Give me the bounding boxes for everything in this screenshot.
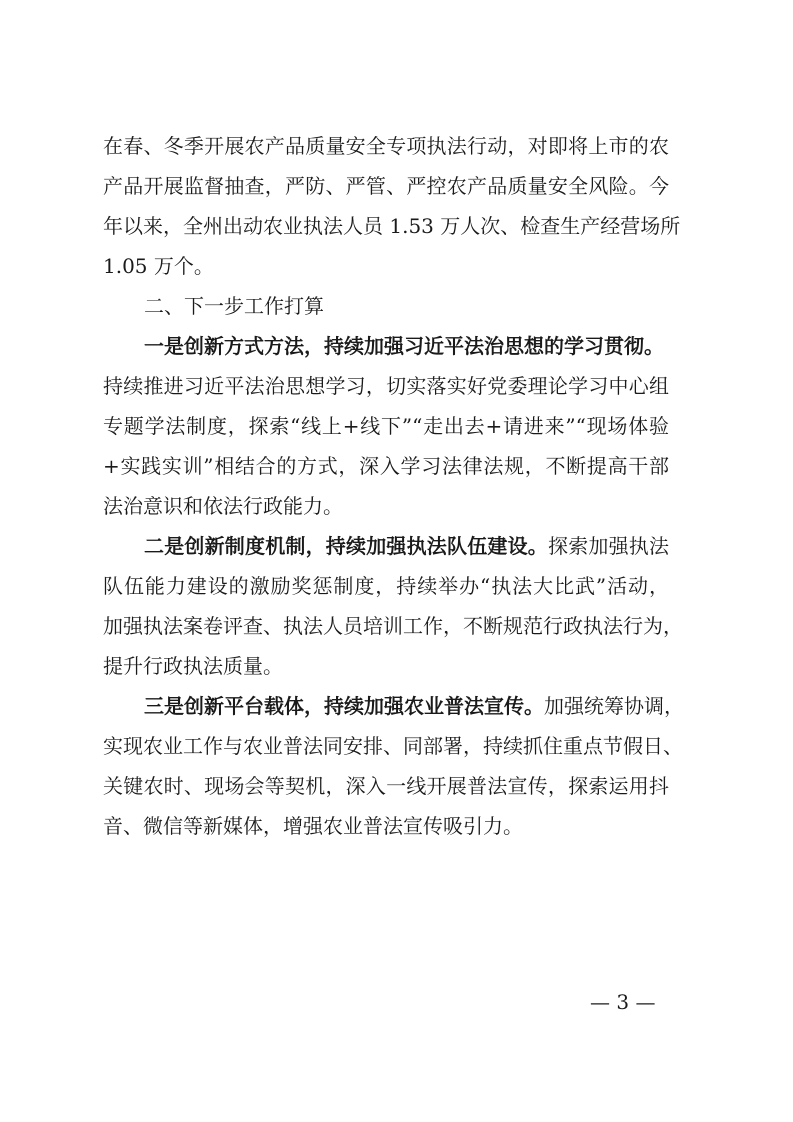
paragraph-1-line-4: 1.05 万个。 bbox=[103, 254, 214, 278]
paragraph-1-line-2: 产品开展监督抽查，严防、严管、严控农产品质量安全风险。今 bbox=[103, 174, 669, 198]
page-number: — 3 — bbox=[590, 990, 656, 1014]
paragraph-2-line-3: +实践实训”相结合的方式，深入学习法律法规，不断提高干部 bbox=[103, 454, 669, 478]
paragraph-1-line-1: 在春、冬季开展农产品质量安全专项执法行动，对即将上市的农 bbox=[103, 134, 669, 158]
paragraph-1-line-3: 年以来，全州出动农业执法人员 1.53 万人次、检查生产经营场所 bbox=[103, 214, 681, 238]
section-heading: 二、下一步工作打算 bbox=[144, 294, 324, 318]
paragraph-4-lead: 三是创新平台载体，持续加强农业普法宣传。 bbox=[144, 694, 544, 718]
paragraph-2-line-4: 法治意识和依法行政能力。 bbox=[103, 494, 343, 518]
paragraph-2-line-2: 专题学法制度，探索“线上+线下”“走出去+请进来”“现场体验 bbox=[103, 414, 669, 438]
document-body bbox=[103, 126, 684, 846]
paragraph-4-first-line bbox=[103, 686, 684, 726]
paragraph-2-lead: 一是创新方式方法，持续加强习近平法治思想的学习贯彻。 bbox=[144, 334, 664, 358]
paragraph-3-line-3: 提升行政执法质量。 bbox=[103, 654, 283, 678]
paragraph-4-lead-tail: 加强统筹协调， bbox=[544, 694, 684, 718]
paragraph-4-line-1: 实现农业工作与农业普法同安排、同部署，持续抓住重点节假日、 bbox=[103, 734, 683, 758]
paragraph-3-line-2: 加强执法案卷评查、执法人员培训工作，不断规范行政执法行为， bbox=[103, 614, 683, 638]
paragraph-3-first-line bbox=[103, 526, 669, 566]
paragraph-3-lead: 二是创新制度机制，持续加强执法队伍建设。 bbox=[144, 534, 548, 558]
paragraph-4-line-3: 音、微信等新媒体，增强农业普法宣传吸引力。 bbox=[103, 814, 523, 838]
paragraph-3-line-1: 队伍能力建设的激励奖惩制度，持续举办“执法大比武”活动， bbox=[103, 574, 669, 598]
paragraph-3-lead-tail: 探索加强执法 bbox=[548, 534, 669, 558]
paragraph-4-line-2: 关键农时、现场会等契机，深入一线开展普法宣传，探索运用抖 bbox=[103, 774, 669, 798]
paragraph-2-line-1: 持续推进习近平法治思想学习，切实落实好党委理论学习中心组 bbox=[103, 374, 669, 398]
